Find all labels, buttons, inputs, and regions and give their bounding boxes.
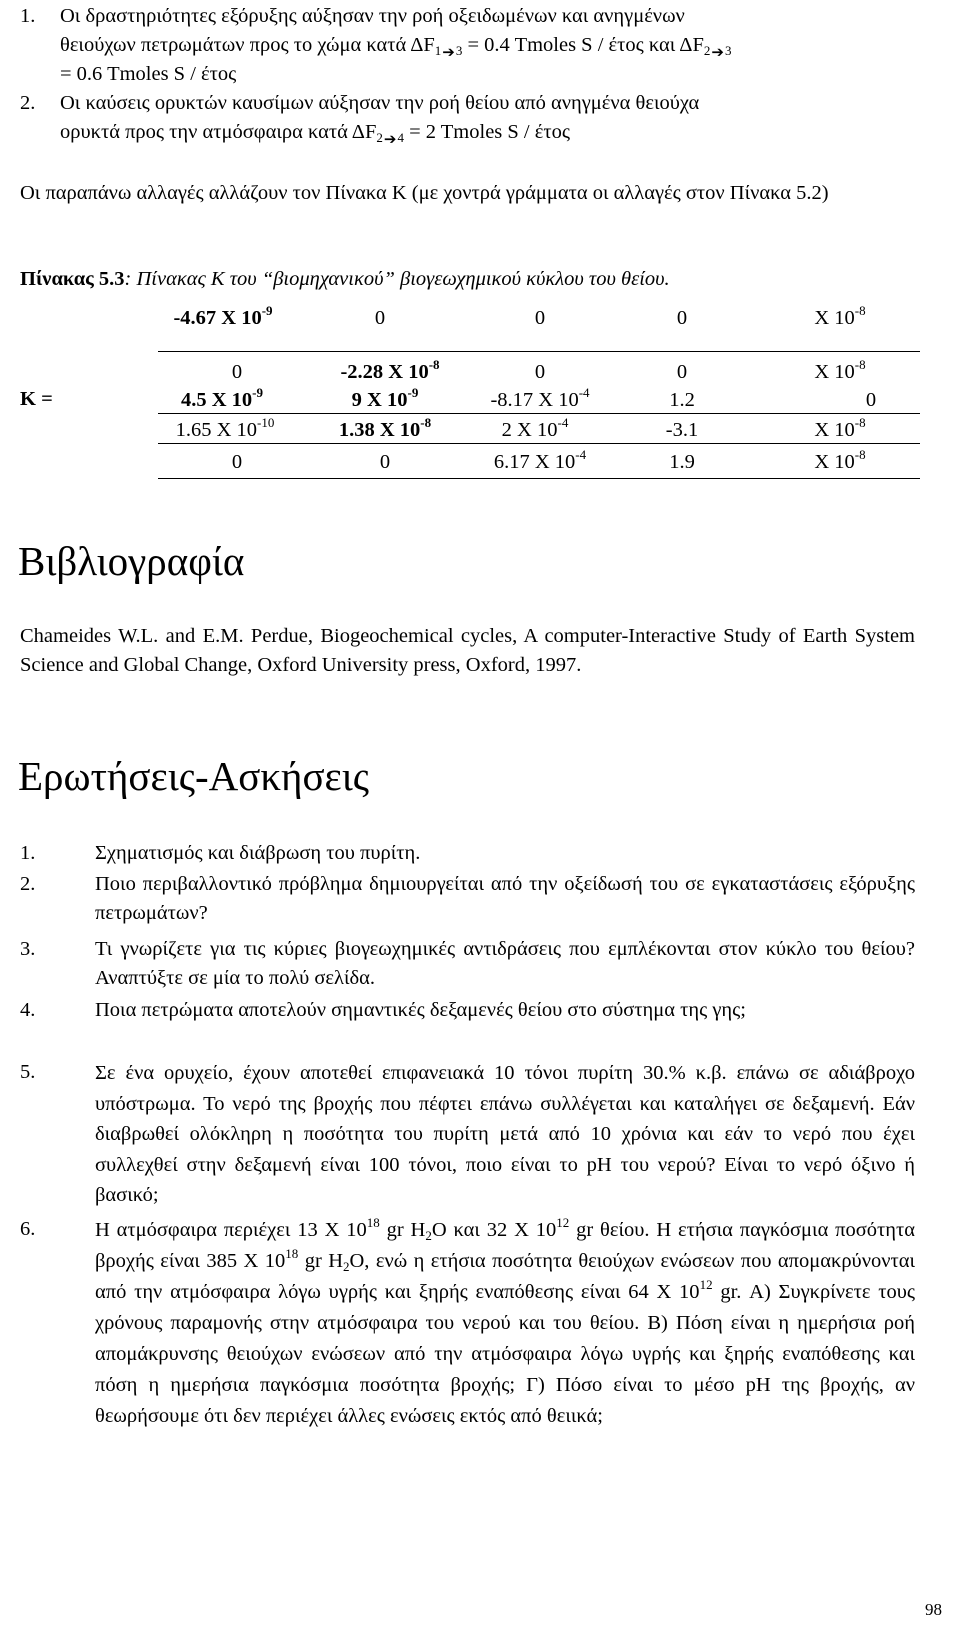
intro-item-1-line-1: Οι δραστηριότητες εξόρυξης αύξησαν την ροή οξειδωμένων και ανηγμένων bbox=[60, 5, 685, 27]
arrow-icon: ➔ bbox=[442, 45, 455, 61]
question-3: Τι γνωρίζετε για τις κύριες βιογεωχημικές αντιδράσεις που εμπλέκονται στον κύκλο του θείου? Αναπτύξτε σε μία το πολύ σελίδα. bbox=[95, 938, 915, 989]
question-3-number: 3. bbox=[20, 938, 36, 960]
matrix-cell: 6.17 X $10^{-4}$ bbox=[493, 447, 587, 473]
intro-item-2-line-1: Οι καύσεις ορυκτών καυσίμων αύξησαν την ροή θείου από ανηγμένα θειούχα bbox=[60, 92, 700, 114]
question-5: Σε ένα ορυχείο, έχουν αποτεθεί επιφανειακά 10 τόνοι πυρίτη 30.% κ.β. επάνω σε αδιάβροχο υπόστρωμα. Το νερό της βροχής που πέφτει επάνω συλλέγεται και καταλήγει σε δεξαμενή. Εάν διαβρωθεί ολόκληρη η ποσότητα του πυρίτη μετά από 10 χρόνια και εάν το νερό που έχει συλλεχθεί στην δεξαμενή είναι 100 τόνοι, ποιο είναι το pH του νερού? Είναι το νερό όξινο ή βασικό; bbox=[95, 1062, 915, 1206]
matrix-cell: 0 bbox=[534, 307, 546, 329]
question-6: Η ατμόσφαιρα περιέχει 13 X $10^{18}$ gr $H_2O$ και 32 X $10^{12}$ gr θείου. Η ετήσια παγκόσμια ποσότητα βροχής είναι 385 X $10^{18}$ gr $H_2O$, ενώ η ετήσια ποσότητα θειούχων ενώσεων που απομακρύνονται από την ατμόσφαιρα λόγω υγρής και ξηρής εναπόθεσης είναι 64 X $10^{12}$ gr. Α) Συγκρίνετε τους χρόνους παραμονής στην ατμόσφαιρα του νερού και του θείου. Β) Πόση είναι η ημερήσια ροή απομάκρυνσης θειούχων ενώσεων από την ατμόσφαιρα λόγω υγρής και ξηρής εναπόθεσης και πόση η ημερήσια παγκόσμια ποσότητα βροχής; Γ) Πόσο είναι το μέσο pH της βροχής, αν θεωρήσουμε ότι δεν περιέχει άλλες ενώσεις εκτός από θειικά; bbox=[95, 1215, 915, 1427]
exercises-heading: Ερωτήσεις-Ασκήσεις bbox=[18, 753, 370, 799]
matrix-cell: 0 bbox=[379, 451, 391, 473]
question-6-number: 6. bbox=[20, 1218, 36, 1240]
page-number: 98 bbox=[925, 1600, 942, 1619]
question-1-number: 1. bbox=[20, 842, 36, 864]
matrix-cell: X $10^{-8}$ bbox=[814, 303, 866, 329]
matrix-cell: X $10^{-8}$ bbox=[814, 415, 866, 441]
matrix-cell: 1.38 X $10^{-8}$ bbox=[338, 415, 432, 441]
matrix-cell: X $10^{-8}$ bbox=[814, 357, 866, 383]
matrix-row-divider bbox=[158, 478, 920, 479]
matrix-row-divider bbox=[158, 413, 920, 414]
question-2-number: 2. bbox=[20, 873, 36, 895]
intro-item-2-line-2: ορυκτά προς την ατμόσφαιρα κατά $\Delta F_{2➔4} = 2$ Tmoles S / έτος bbox=[60, 121, 570, 148]
matrix-cell: 0 bbox=[534, 361, 546, 383]
matrix-cell: 1.65 X $10^{-10}$ bbox=[175, 415, 275, 441]
matrix-cell: 0 bbox=[374, 307, 386, 329]
matrix-cell: -4.67 X $10^{-9}$ bbox=[173, 303, 273, 329]
question-1: Σχηματισμός και διάβρωση του πυρίτη. bbox=[95, 842, 421, 864]
question-4: Ποια πετρώματα αποτελούν σημαντικές δεξαμενές θείου στο σύστημα της γης; bbox=[95, 999, 746, 1021]
question-2: Ποιο περιβαλλοντικό πρόβλημα δημιουργείται από την οξείδωσή του σε εγκαταστάσεις εξόρυξης πετρωμάτων? bbox=[95, 873, 915, 924]
matrix-cell: -3.1 bbox=[665, 419, 699, 441]
matrix-row-divider bbox=[158, 443, 920, 444]
matrix-cell: 0 bbox=[676, 307, 688, 329]
matrix-cell: -2.28 X $10^{-8}$ bbox=[340, 357, 440, 383]
matrix-cell: 0 bbox=[865, 389, 877, 411]
intro-item-2-number: 2. bbox=[20, 92, 36, 114]
intro-item-1-line-2: θειούχων πετρωμάτων προς το χώμα κατά $\Delta F_{1➔3} = 0.4$ Tmoles S / έτος και $\Delta F_{2➔3}$ bbox=[60, 34, 732, 61]
matrix-cell: 9 X $10^{-9}$ bbox=[351, 385, 419, 411]
bibliography-heading: Βιβλιογραφία bbox=[18, 538, 245, 584]
table-caption: Πίνακας 5.3: Πίνακας Κ του “βιομηχανικού” βιογεωχημικού κύκλου του θείου. bbox=[20, 268, 670, 290]
arrow-icon: ➔ bbox=[711, 45, 724, 61]
matrix-cell: -8.17 X $10^{-4}$ bbox=[490, 385, 590, 411]
intro-item-1-line-3: = 0.6 Tmoles S / έτος bbox=[60, 63, 237, 85]
changes-paragraph: Οι παραπάνω αλλαγές αλλάζουν τον Πίνακα Κ (με χοντρά γράμματα οι αλλαγές στον Πίνακα 5.2) bbox=[20, 182, 829, 204]
question-5-number: 5. bbox=[20, 1061, 36, 1083]
matrix-cell: 1.2 bbox=[669, 389, 695, 411]
matrix-cell: 0 bbox=[231, 451, 243, 473]
matrix-cell: 0 bbox=[231, 361, 243, 383]
matrix-cell: 4.5 X $10^{-9}$ bbox=[180, 385, 264, 411]
matrix-cell: 1.9 bbox=[669, 451, 695, 473]
bibliography-entry: Chameides W.L. and E.M. Perdue, Biogeochemical cycles, A computer-Interactive Study of Earth System Science and Global Change, Oxford University press, Oxford, 1997. bbox=[20, 625, 915, 676]
matrix-cell: X $10^{-8}$ bbox=[814, 447, 866, 473]
matrix-cell: 2 X $10^{-4}$ bbox=[501, 415, 569, 441]
arrow-icon: ➔ bbox=[383, 132, 397, 148]
matrix-row-divider bbox=[158, 351, 920, 352]
question-4-number: 4. bbox=[20, 999, 36, 1021]
matrix-label: K = bbox=[20, 388, 53, 410]
matrix-cell: 0 bbox=[676, 361, 688, 383]
intro-item-1-number: 1. bbox=[20, 5, 36, 27]
